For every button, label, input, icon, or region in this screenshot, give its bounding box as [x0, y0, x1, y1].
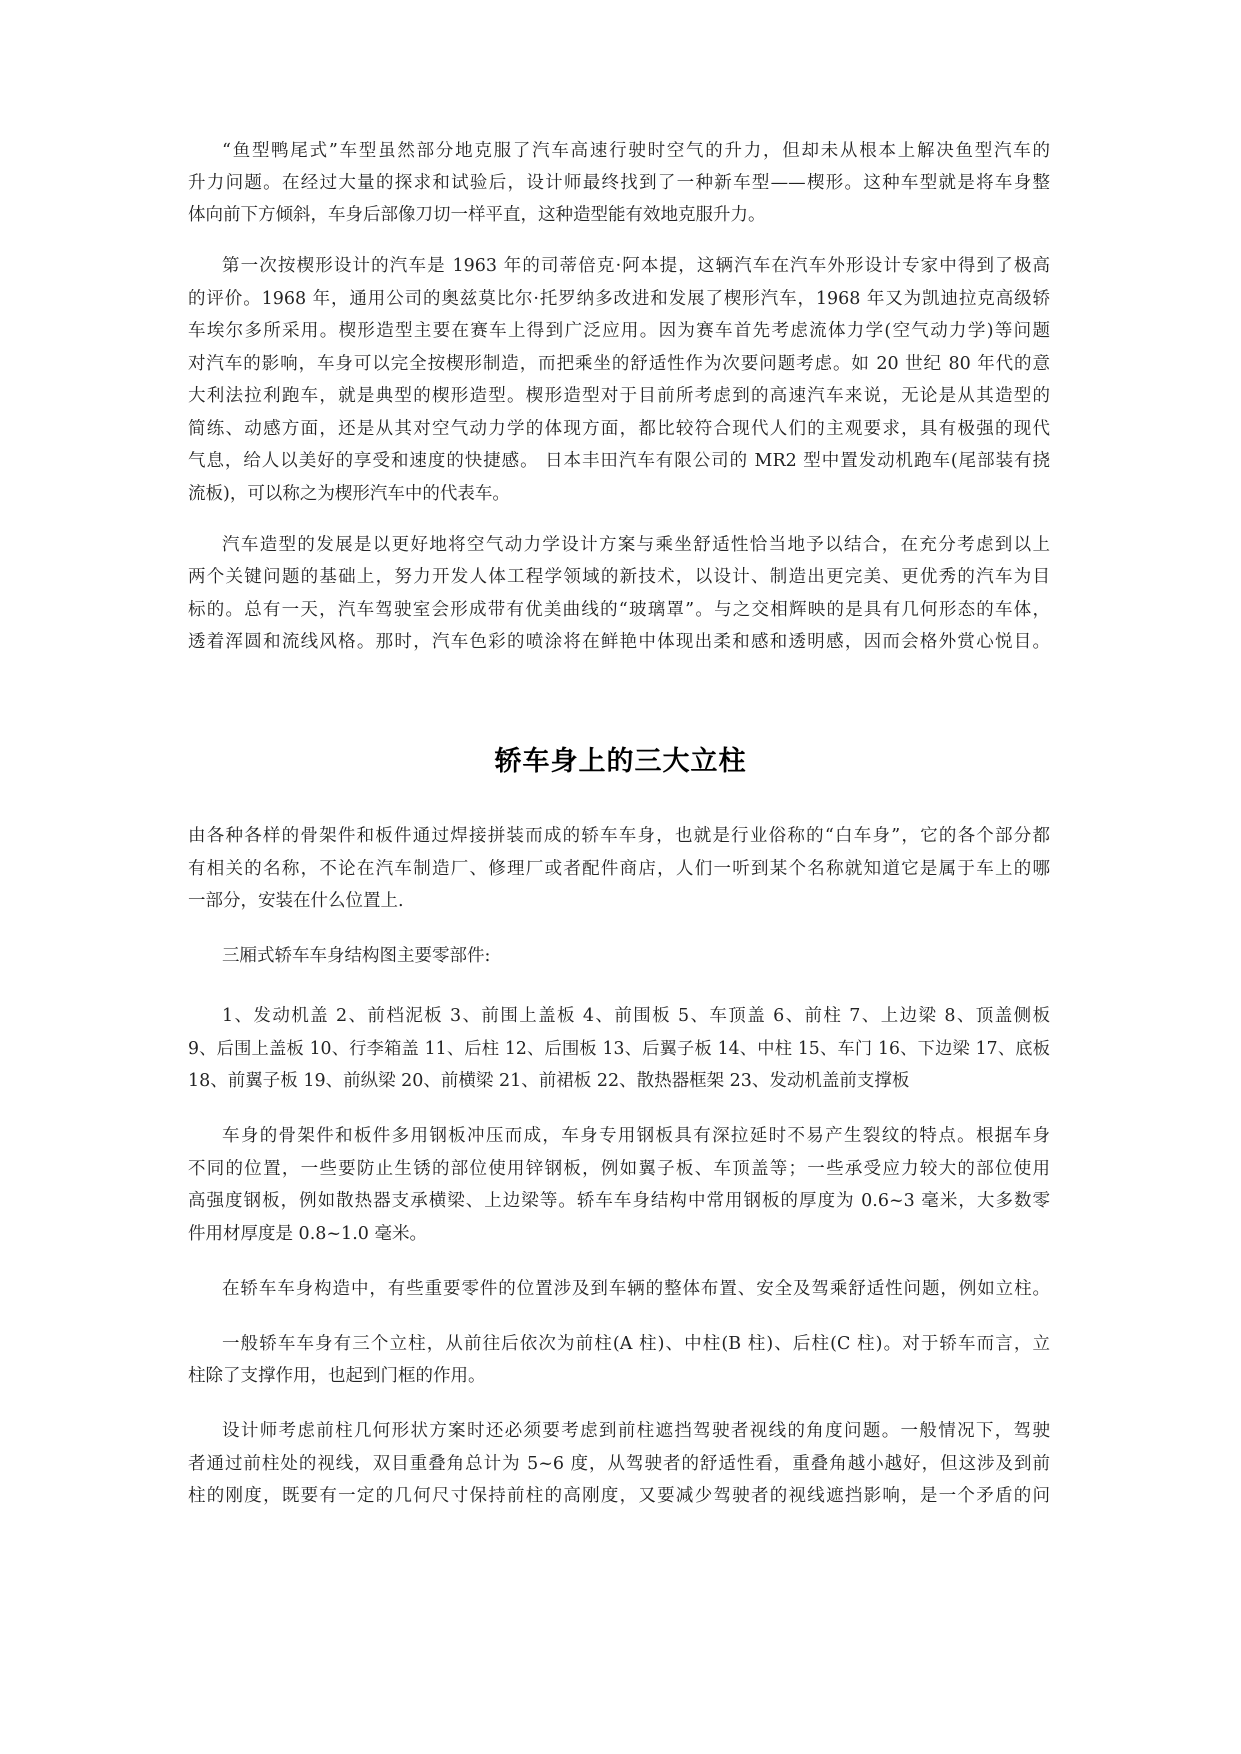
text-line: 升力问题。在经过大量的探求和试验后，设计师最终找到了一种新车型——楔形。这种车型就是将车身整 [188, 173, 1050, 193]
text-line: 气息，给人以美好的享受和速度的快捷感。 日本丰田汽车有限公司的 MR2 型中置发动机跑车(尾部装有挠 [188, 451, 1050, 471]
text-line: 两个关键问题的基础上，努力开发人体工程学领域的新技术，以设计、制造出更完美、更优秀的汽车为目 [188, 567, 1050, 587]
text-line: 体向前下方倾斜，车身后部像刀切一样平直，这种造型能有效地克服升力。 [188, 205, 766, 225]
text-line: 透着浑圆和流线风格。那时，汽车色彩的喷涂将在鲜艳中体现出柔和感和透明感，因而会格外赏心悦目。 [188, 632, 1050, 652]
text-line: 有相关的名称，不论在汽车制造厂、修理厂或者配件商店，人们一听到某个名称就知道它是属于车上的哪 [188, 859, 1050, 879]
text-line: 设计师考虑前柱几何形状方案时还必须要考虑到前柱遮挡驾驶者视线的角度问题。一般情况下，驾驶 [222, 1421, 1050, 1441]
text-line: 柱除了支撑作用，也起到门框的作用。 [188, 1366, 486, 1386]
text-line: 者通过前柱处的视线，双目重叠角总计为 5~6 度，从驾驶者的舒适性看，重叠角越小越好，但这涉及到前 [188, 1454, 1050, 1474]
text-line: 第一次按楔形设计的汽车是 1963 年的司蒂倍克·阿本提，这辆汽车在汽车外形设计专家中得到了极高 [222, 256, 1050, 276]
text-line: 车身的骨架件和板件多用钢板冲压而成，车身专用钢板具有深拉延时不易产生裂纹的特点。根据车身 [222, 1126, 1050, 1146]
text-line: 标的。总有一天，汽车驾驶室会形成带有优美曲线的“玻璃罩”。与之交相辉映的是具有几何形态的车体， [188, 600, 1050, 620]
text-line: 大利法拉利跑车，就是典型的楔形造型。楔形造型对于目前所考虑到的高速汽车来说，无论是从其造型的 [188, 386, 1050, 406]
text-line: 不同的位置，一些要防止生锈的部位使用锌钢板，例如翼子板、车顶盖等；一些承受应力较大的部位使用 [188, 1159, 1050, 1179]
text-line: “鱼型鸭尾式”车型虽然部分地克服了汽车高速行驶时空气的升力，但却未从根本上解决鱼型汽车的 [222, 141, 1050, 161]
section-heading: 轿车身上的三大立柱 [494, 746, 747, 777]
text-line: 一般轿车车身有三个立柱，从前往后依次为前柱(A 柱)、中柱(B 柱)、后柱(C 柱)。对于轿车而言，立 [222, 1334, 1050, 1354]
text-line: 对汽车的影响，车身可以完全按楔形制造，而把乘坐的舒适性作为次要问题考虑。如 20 世纪 80 年代的意 [188, 354, 1050, 374]
text-line: 流板)，可以称之为楔形汽车中的代表车。 [188, 484, 510, 504]
text-line: 18、前翼子板 19、前纵梁 20、前横梁 21、前裙板 22、散热器框架 23、发动机盖前支撑板 [188, 1071, 910, 1091]
text-line: 高强度钢板，例如散热器支承横梁、上边梁等。轿车车身结构中常用钢板的厚度为 0.6~3 毫米，大多数零 [188, 1191, 1050, 1211]
text-line: 简练、动感方面，还是从其对空气动力学的体现方面，都比较符合现代人们的主观要求，具有极强的现代 [188, 419, 1050, 439]
text-line: 1、发动机盖 2、前档泥板 3、前围上盖板 4、前围板 5、车顶盖 6、前柱 7、上边梁 8、顶盖侧板 [222, 1006, 1050, 1026]
text-line: 柱的刚度，既要有一定的几何尺寸保持前柱的高刚度，又要减少驾驶者的视线遮挡影响，是一个矛盾的问 [188, 1486, 1050, 1506]
text-line: 一部分，安装在什么位置上. [188, 891, 404, 911]
text-line: 在轿车车身构造中，有些重要零件的位置涉及到车辆的整体布置、安全及驾乘舒适性问题，例如立柱。 [222, 1279, 1050, 1299]
text-line: 由各种各样的骨架件和板件通过焊接拼装而成的轿车车身，也就是行业俗称的“白车身”，它的各个部分都 [188, 826, 1050, 846]
text-line: 三厢式轿车车身结构图主要零部件: [222, 946, 491, 966]
text-line: 9、后围上盖板 10、行李箱盖 11、后柱 12、后围板 13、后翼子板 14、中柱 15、车门 16、下边梁 17、底板 [188, 1039, 1050, 1059]
text-line: 件用材厚度是 0.8~1.0 毫米。 [188, 1224, 427, 1244]
text-line: 车埃尔多所采用。楔形造型主要在赛车上得到广泛应用。因为赛车首先考虑流体力学(空气动力学)等问题 [188, 321, 1050, 341]
text-line: 的评价。1968 年，通用公司的奥兹莫比尔·托罗纳多改进和发展了楔形汽车，1968 年又为凯迪拉克高级轿 [188, 289, 1050, 309]
text-line: 汽车造型的发展是以更好地将空气动力学设计方案与乘坐舒适性恰当地予以结合，在充分考虑到以上 [222, 535, 1050, 555]
